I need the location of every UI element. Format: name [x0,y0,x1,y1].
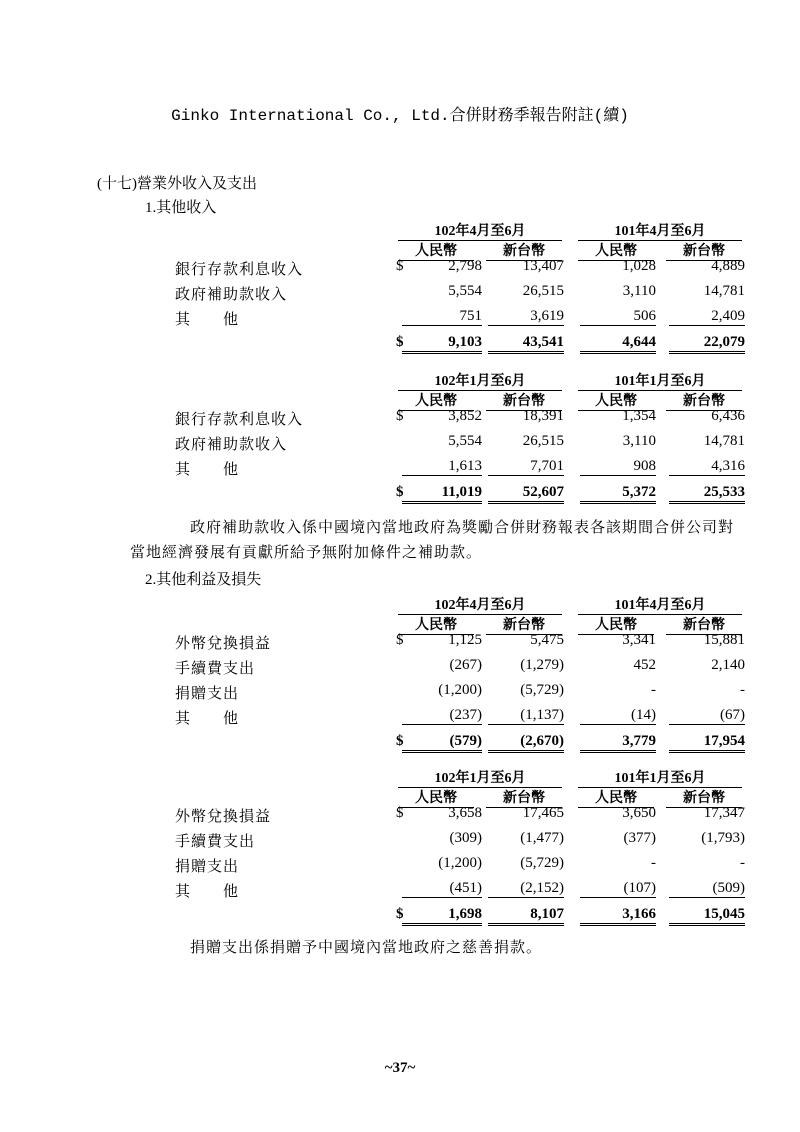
total-cell: 1,698 [402,906,482,926]
period-header: 102年1月至6月 [398,370,562,391]
table-cell: (309) [449,830,482,846]
total-cell: (579) [402,733,482,753]
table-cell: (509) [669,880,745,898]
table-cell: 2,140 [711,657,745,673]
currency-header: 新台幣 [486,390,562,411]
currency-header: 人民幣 [398,614,474,635]
table-cell: (1,200) [438,855,482,871]
row-label: 其 他 [175,884,240,900]
table-cell: (1,279) [520,657,564,673]
row-label: 手續費支出 [175,834,256,850]
table-cell: 1,125 [448,632,482,648]
table-cell: 26,515 [522,433,564,449]
table-cell: (1,477) [520,830,564,846]
section-heading: (十七)營業外收入及支出 [97,176,257,192]
page-title: Ginko International Co., Ltd.合併財務季報告附註(續) [171,107,629,125]
table-cell: (2,152) [488,880,564,898]
row-label: 捐贈支出 [175,686,240,702]
table-cell: - [651,682,656,698]
currency-header: 人民幣 [398,390,474,411]
subsection-other-income: 1.其他收入 [145,200,217,216]
currency-header: 人民幣 [398,240,474,261]
table-cell: 14,781 [703,283,745,299]
dollar-sign: $ [396,408,404,424]
table-cell: 14,781 [703,433,745,449]
note-government-subsidy-line1: 政府補助款收入係中國境內當地政府為獎勵合併財務報表各該期間合併公司對 [190,520,735,536]
table-cell: 17,347 [703,805,745,821]
table-cell: 2,798 [448,258,482,274]
table-cell: (5,729) [520,682,564,698]
period-header: 101年1月至6月 [578,370,742,391]
table-cell: 908 [580,458,656,476]
table-cell: 5,554 [448,283,482,299]
note-donation: 捐贈支出係捐贈予中國境內當地政府之慈善捐款。 [190,940,543,956]
table-cell: (1,793) [701,830,745,846]
total-cell: 25,533 [669,484,745,504]
table-cell: 4,316 [669,458,745,476]
currency-header: 人民幣 [578,390,654,411]
period-header: 102年1月至6月 [398,767,562,788]
table-cell: (1,200) [438,682,482,698]
table-cell: 3,110 [622,433,656,449]
currency-header: 人民幣 [578,787,654,808]
table-cell: 3,650 [622,805,656,821]
table-cell: (1,137) [488,707,564,725]
total-cell: 3,166 [580,906,656,926]
table-cell: (14) [580,707,656,725]
table-cell: (267) [449,657,482,673]
currency-header: 新台幣 [486,787,562,808]
total-cell: 9,103 [402,334,482,354]
row-label: 捐贈支出 [175,859,240,875]
table-cell: 751 [402,308,482,326]
total-cell: 5,372 [580,484,656,504]
table-cell: 17,465 [522,805,564,821]
table-cell: 3,341 [622,632,656,648]
dollar-sign: $ [396,258,404,274]
period-header: 101年1月至6月 [578,767,742,788]
table-cell: 3,852 [448,408,482,424]
row-label: 外幣兌換損益 [175,809,272,825]
row-label: 其 他 [175,462,240,478]
row-label: 手續費支出 [175,661,256,677]
total-cell: 4,644 [580,334,656,354]
note-government-subsidy-line2: 當地經濟發展有貢獻所給予無附加條件之補助款。 [130,545,483,561]
dollar-sign: $ [396,906,404,922]
currency-header: 人民幣 [578,240,654,261]
total-cell: 8,107 [488,906,564,926]
table-cell: 4,889 [711,258,745,274]
table-cell: 3,619 [488,308,564,326]
row-label: 政府補助款收入 [175,437,288,453]
table-cell: 6,436 [711,408,745,424]
page-number: ~37~ [384,1060,416,1076]
currency-header: 新台幣 [666,787,742,808]
period-header: 102年4月至6月 [398,594,562,615]
table-cell: 18,391 [522,408,564,424]
table-cell: 1,613 [402,458,482,476]
table-cell: (451) [402,880,482,898]
table-cell: - [740,682,745,698]
subsection-other-gains-losses: 2.其他利益及損失 [145,572,262,588]
table-cell: 7,701 [488,458,564,476]
dollar-sign: $ [396,805,404,821]
total-cell: 3,779 [580,733,656,753]
row-label: 其 他 [175,312,240,328]
table-cell: - [651,855,656,871]
row-label: 其 他 [175,711,240,727]
table-cell: 1,354 [622,408,656,424]
row-label: 外幣兌換損益 [175,636,272,652]
total-cell: 15,045 [669,906,745,926]
currency-header: 人民幣 [578,614,654,635]
table-cell: (377) [623,830,656,846]
table-cell: 1,028 [622,258,656,274]
table-cell: (67) [669,707,745,725]
period-header: 101年4月至6月 [578,220,742,241]
table-cell: 15,881 [703,632,745,648]
table-cell: 2,409 [669,308,745,326]
table-cell: - [740,855,745,871]
dollar-sign: $ [396,484,404,500]
currency-header: 新台幣 [666,390,742,411]
dollar-sign: $ [396,733,404,749]
table-cell: 5,475 [530,632,564,648]
table-cell: (5,729) [520,855,564,871]
table-cell: 506 [580,308,656,326]
total-cell: 43,541 [488,334,564,354]
row-label: 政府補助款收入 [175,287,288,303]
total-cell: 52,607 [488,484,564,504]
currency-header: 新台幣 [486,240,562,261]
table-cell: 13,407 [522,258,564,274]
table-cell: (107) [580,880,656,898]
dollar-sign: $ [396,632,404,648]
currency-header: 新台幣 [666,614,742,635]
currency-header: 新台幣 [486,614,562,635]
currency-header: 人民幣 [398,787,474,808]
total-cell: (2,670) [488,733,564,753]
row-label: 銀行存款利息收入 [175,412,304,428]
currency-header: 新台幣 [666,240,742,261]
total-cell: 17,954 [669,733,745,753]
table-cell: 3,658 [448,805,482,821]
dollar-sign: $ [396,334,404,350]
table-cell: 5,554 [448,433,482,449]
total-cell: 11,019 [402,484,482,504]
period-header: 101年4月至6月 [578,594,742,615]
table-cell: 3,110 [622,283,656,299]
total-cell: 22,079 [669,334,745,354]
table-cell: 26,515 [522,283,564,299]
table-cell: 452 [633,657,656,673]
row-label: 銀行存款利息收入 [175,262,304,278]
table-cell: (237) [402,707,482,725]
period-header: 102年4月至6月 [398,220,562,241]
